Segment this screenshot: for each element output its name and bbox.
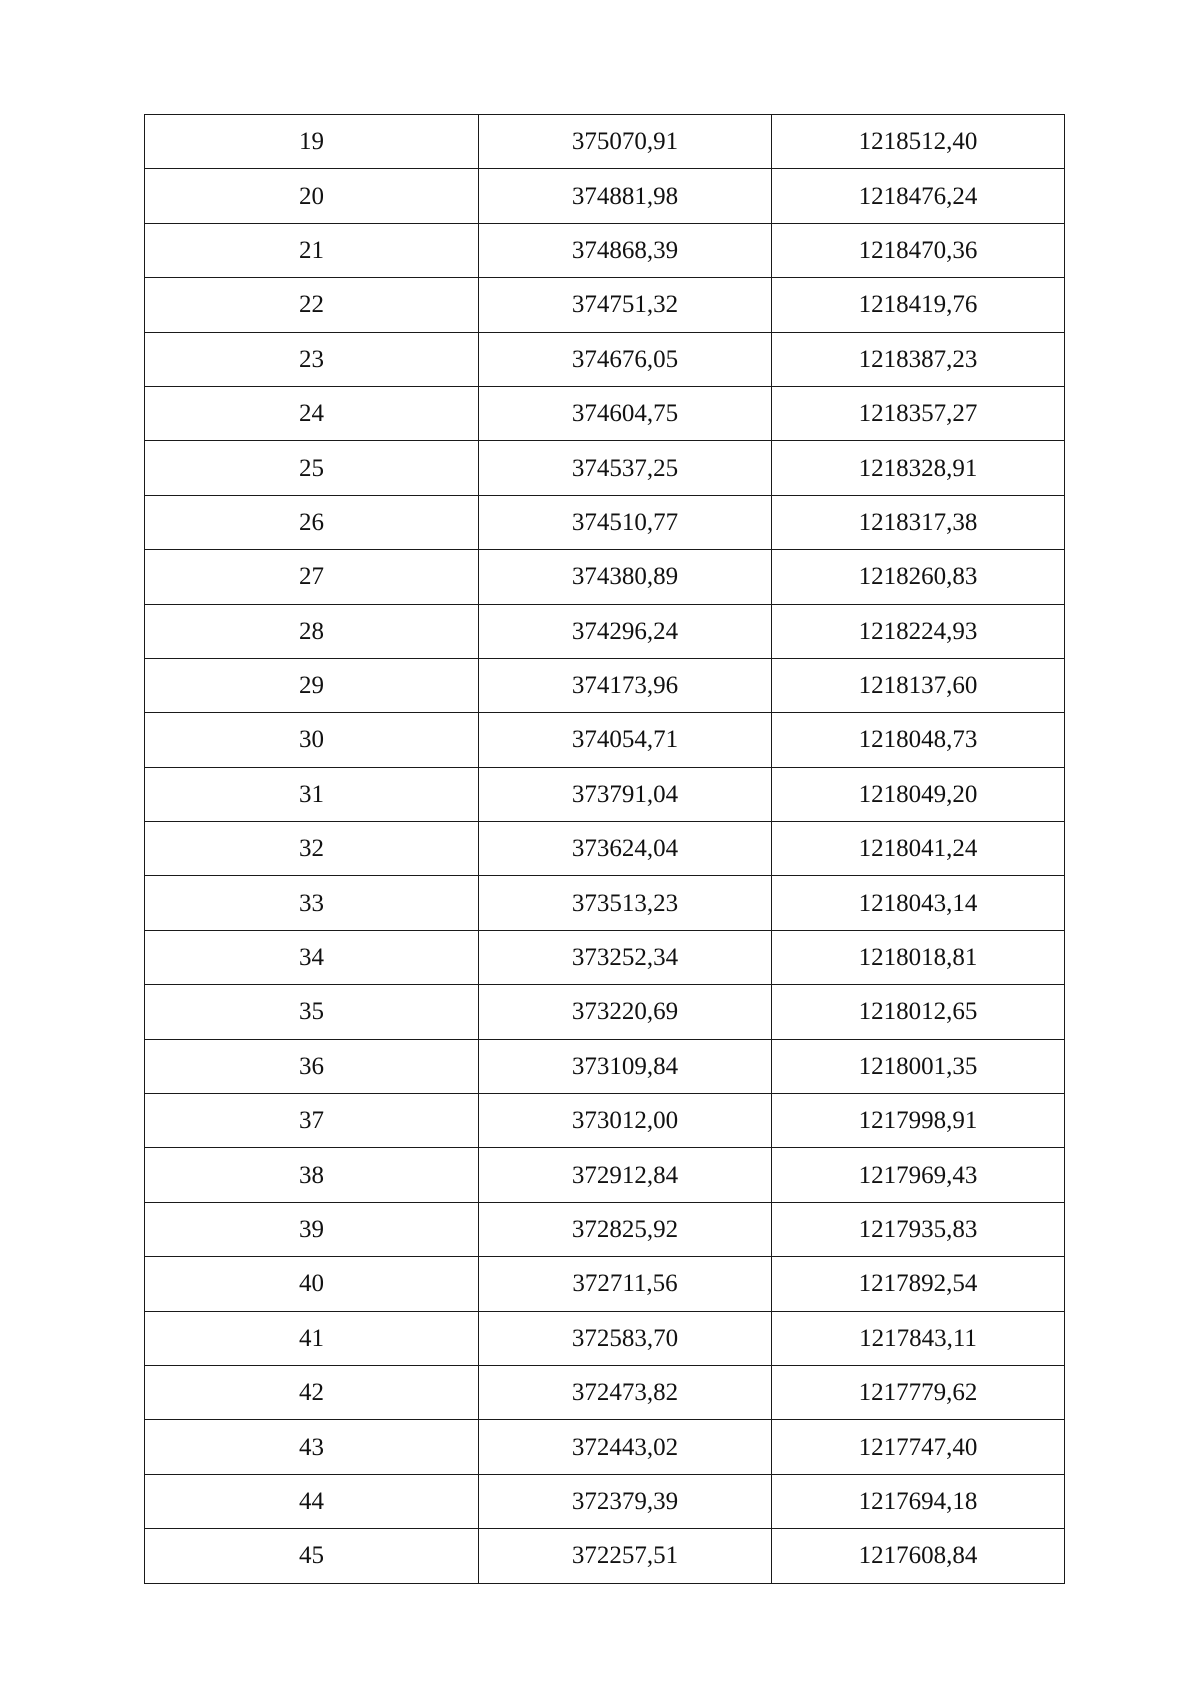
table-row [145, 1365, 1065, 1419]
table-row [145, 278, 1065, 332]
point-number-cell: 29 [145, 658, 479, 712]
table-row [145, 767, 1065, 821]
x-coordinate-cell: 374054,71 [479, 713, 772, 767]
table-row [145, 495, 1065, 549]
point-number-cell: 26 [145, 495, 479, 549]
point-number-cell: 32 [145, 822, 479, 876]
x-coordinate-cell: 372825,92 [479, 1202, 772, 1256]
point-number-cell: 25 [145, 441, 479, 495]
x-coordinate-cell: 373624,04 [479, 822, 772, 876]
table-row [145, 332, 1065, 386]
table-row [145, 822, 1065, 876]
x-coordinate-cell: 374676,05 [479, 332, 772, 386]
table-row [145, 115, 1065, 169]
x-coordinate-cell: 372443,02 [479, 1420, 772, 1474]
y-coordinate-cell: 1218512,40 [772, 115, 1065, 169]
y-coordinate-cell: 1218001,35 [772, 1039, 1065, 1093]
point-number-cell: 42 [145, 1365, 479, 1419]
point-number-cell: 44 [145, 1474, 479, 1528]
y-coordinate-cell: 1218012,65 [772, 985, 1065, 1039]
coordinates-table [144, 114, 1065, 1584]
table-row [145, 550, 1065, 604]
y-coordinate-cell: 1217608,84 [772, 1529, 1065, 1583]
y-coordinate-cell: 1218018,81 [772, 930, 1065, 984]
x-coordinate-cell: 373513,23 [479, 876, 772, 930]
y-coordinate-cell: 1217892,54 [772, 1257, 1065, 1311]
x-coordinate-cell: 373012,00 [479, 1094, 772, 1148]
point-number-cell: 33 [145, 876, 479, 930]
point-number-cell: 40 [145, 1257, 479, 1311]
table-row [145, 1311, 1065, 1365]
x-coordinate-cell: 374604,75 [479, 386, 772, 440]
point-number-cell: 27 [145, 550, 479, 604]
point-number-cell: 35 [145, 985, 479, 1039]
table-row [145, 985, 1065, 1039]
table-row [145, 604, 1065, 658]
point-number-cell: 37 [145, 1094, 479, 1148]
x-coordinate-cell: 373220,69 [479, 985, 772, 1039]
point-number-cell: 21 [145, 223, 479, 277]
y-coordinate-cell: 1217747,40 [772, 1420, 1065, 1474]
point-number-cell: 41 [145, 1311, 479, 1365]
table-row [145, 1202, 1065, 1256]
point-number-cell: 23 [145, 332, 479, 386]
y-coordinate-cell: 1218043,14 [772, 876, 1065, 930]
y-coordinate-cell: 1218049,20 [772, 767, 1065, 821]
y-coordinate-cell: 1217694,18 [772, 1474, 1065, 1528]
point-number-cell: 39 [145, 1202, 479, 1256]
point-number-cell: 34 [145, 930, 479, 984]
x-coordinate-cell: 375070,91 [479, 115, 772, 169]
table-row [145, 658, 1065, 712]
point-number-cell: 43 [145, 1420, 479, 1474]
x-coordinate-cell: 374868,39 [479, 223, 772, 277]
x-coordinate-cell: 372583,70 [479, 1311, 772, 1365]
table-row [145, 1148, 1065, 1202]
x-coordinate-cell: 374173,96 [479, 658, 772, 712]
table-row [145, 930, 1065, 984]
x-coordinate-cell: 374881,98 [479, 169, 772, 223]
point-number-cell: 38 [145, 1148, 479, 1202]
y-coordinate-cell: 1217843,11 [772, 1311, 1065, 1365]
table-row [145, 876, 1065, 930]
y-coordinate-cell: 1217969,43 [772, 1148, 1065, 1202]
point-number-cell: 31 [145, 767, 479, 821]
y-coordinate-cell: 1218387,23 [772, 332, 1065, 386]
y-coordinate-cell: 1218476,24 [772, 169, 1065, 223]
point-number-cell: 30 [145, 713, 479, 767]
y-coordinate-cell: 1218041,24 [772, 822, 1065, 876]
point-number-cell: 22 [145, 278, 479, 332]
point-number-cell: 28 [145, 604, 479, 658]
y-coordinate-cell: 1218048,73 [772, 713, 1065, 767]
y-coordinate-cell: 1218260,83 [772, 550, 1065, 604]
point-number-cell: 24 [145, 386, 479, 440]
table-row [145, 1529, 1065, 1583]
table-row [145, 1257, 1065, 1311]
table-row [145, 1094, 1065, 1148]
x-coordinate-cell: 374510,77 [479, 495, 772, 549]
x-coordinate-cell: 373252,34 [479, 930, 772, 984]
x-coordinate-cell: 374537,25 [479, 441, 772, 495]
y-coordinate-cell: 1218357,27 [772, 386, 1065, 440]
y-coordinate-cell: 1218328,91 [772, 441, 1065, 495]
x-coordinate-cell: 372912,84 [479, 1148, 772, 1202]
x-coordinate-cell: 373109,84 [479, 1039, 772, 1093]
y-coordinate-cell: 1217935,83 [772, 1202, 1065, 1256]
y-coordinate-cell: 1217998,91 [772, 1094, 1065, 1148]
table-row [145, 386, 1065, 440]
x-coordinate-cell: 372711,56 [479, 1257, 772, 1311]
point-number-cell: 45 [145, 1529, 479, 1583]
x-coordinate-cell: 374380,89 [479, 550, 772, 604]
y-coordinate-cell: 1217779,62 [772, 1365, 1065, 1419]
x-coordinate-cell: 372257,51 [479, 1529, 772, 1583]
coordinates-table-body [145, 115, 1065, 1584]
table-row [145, 223, 1065, 277]
point-number-cell: 36 [145, 1039, 479, 1093]
table-row [145, 713, 1065, 767]
x-coordinate-cell: 374751,32 [479, 278, 772, 332]
table-row [145, 1420, 1065, 1474]
table-row [145, 441, 1065, 495]
y-coordinate-cell: 1218224,93 [772, 604, 1065, 658]
x-coordinate-cell: 374296,24 [479, 604, 772, 658]
table-row [145, 169, 1065, 223]
y-coordinate-cell: 1218317,38 [772, 495, 1065, 549]
y-coordinate-cell: 1218470,36 [772, 223, 1065, 277]
table-row [145, 1039, 1065, 1093]
y-coordinate-cell: 1218137,60 [772, 658, 1065, 712]
x-coordinate-cell: 373791,04 [479, 767, 772, 821]
x-coordinate-cell: 372379,39 [479, 1474, 772, 1528]
x-coordinate-cell: 372473,82 [479, 1365, 772, 1419]
point-number-cell: 20 [145, 169, 479, 223]
table-row [145, 1474, 1065, 1528]
point-number-cell: 19 [145, 115, 479, 169]
y-coordinate-cell: 1218419,76 [772, 278, 1065, 332]
